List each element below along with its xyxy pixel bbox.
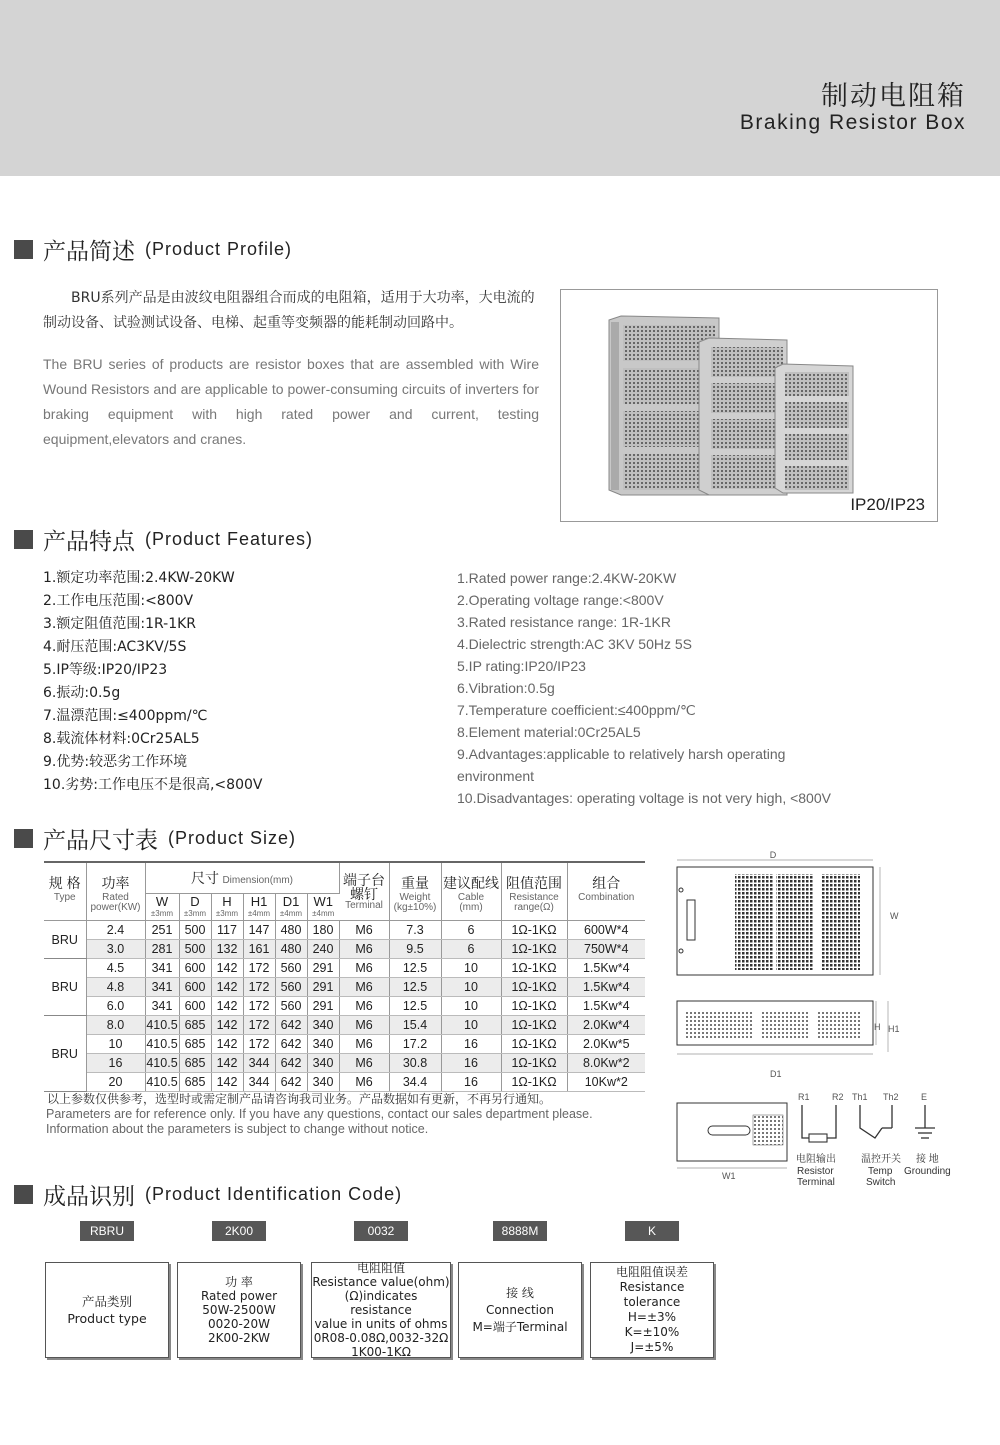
table-cell: 2.4 bbox=[86, 921, 145, 940]
table-cell: 410.5 bbox=[145, 1073, 179, 1092]
table-cell: 4.8 bbox=[86, 978, 145, 997]
table-cell: 410.5 bbox=[145, 1035, 179, 1054]
code-box: 接 线 Connection M=端子Terminal bbox=[458, 1262, 582, 1358]
table-cell: M6 bbox=[339, 1016, 389, 1035]
table-cell: 6.0 bbox=[86, 997, 145, 1016]
code-item-connection bbox=[458, 1221, 582, 1358]
table-cell: 685 bbox=[179, 1073, 211, 1092]
feature-item: 9.优势:较恶劣工作环境 bbox=[43, 754, 188, 770]
label-out-en1: Resistor bbox=[797, 1166, 834, 1177]
dimension-drawing-svg bbox=[670, 848, 980, 1193]
feature-item: 2.工作电压范围:<800V bbox=[43, 593, 194, 609]
feature-item: 6.振动:0.5g bbox=[43, 685, 121, 701]
table-cell: 117 bbox=[211, 921, 243, 940]
code-tag: K bbox=[625, 1221, 679, 1241]
feature-item: 7.Temperature coefficient:≤400ppm/℃ bbox=[457, 702, 696, 718]
label-d1: D1 bbox=[770, 1069, 782, 1079]
table-cell: 16 bbox=[86, 1054, 145, 1073]
table-cell: 340 bbox=[307, 1054, 339, 1073]
table-row bbox=[44, 1035, 645, 1054]
table-cell: 1Ω-1KΩ bbox=[501, 959, 567, 978]
label-out-cn: 电阻输出 bbox=[796, 1154, 836, 1165]
table-cell: 3.0 bbox=[86, 940, 145, 959]
col-d: D ±3mm bbox=[179, 894, 211, 921]
table-row bbox=[44, 1016, 645, 1035]
features-list-en bbox=[457, 567, 877, 809]
label-th2: Th2 bbox=[883, 1092, 899, 1102]
label-r1: R1 bbox=[798, 1092, 810, 1102]
table-cell: 685 bbox=[179, 1035, 211, 1054]
table-cell: 8.0 bbox=[86, 1016, 145, 1035]
table-cell: 560 bbox=[275, 959, 307, 978]
table-cell: 642 bbox=[275, 1054, 307, 1073]
table-cell: 8.0Kw*2 bbox=[567, 1054, 645, 1073]
table-cell: 340 bbox=[307, 1073, 339, 1092]
heading-cn: 成品识别 bbox=[43, 1183, 135, 1210]
feature-item: 8.载流体材料:0Cr25AL5 bbox=[43, 731, 200, 747]
table-cell: 30.8 bbox=[389, 1054, 441, 1073]
label-d: D bbox=[769, 850, 777, 860]
label-e: E bbox=[921, 1092, 928, 1102]
table-cell: 142 bbox=[211, 997, 243, 1016]
square-bullet-icon bbox=[14, 240, 33, 259]
label-w: W bbox=[890, 911, 899, 921]
table-cell: 480 bbox=[275, 940, 307, 959]
mesh-panel bbox=[776, 874, 814, 970]
table-cell: 642 bbox=[275, 1073, 307, 1092]
table-cell: 142 bbox=[211, 1035, 243, 1054]
table-cell: 12.5 bbox=[389, 978, 441, 997]
note-en-line: Information about the parameters is subject to change without notice. bbox=[46, 1122, 429, 1136]
table-cell: 685 bbox=[179, 1054, 211, 1073]
table-cell: 1Ω-1KΩ bbox=[501, 921, 567, 940]
section-code-heading bbox=[14, 1181, 403, 1210]
table-cell: 340 bbox=[307, 1035, 339, 1054]
table-row bbox=[44, 997, 645, 1016]
code-box: 产品类别 Product type bbox=[45, 1262, 169, 1358]
mesh-panel bbox=[822, 874, 860, 970]
table-cell: 560 bbox=[275, 978, 307, 997]
col-h1: H1 ±4mm bbox=[243, 894, 275, 921]
label-out-en2: Terminal bbox=[797, 1177, 835, 1188]
resistor-symbol bbox=[802, 1105, 836, 1138]
feature-item: 10.Disadvantages: operating voltage is not very high, <800V bbox=[457, 790, 831, 806]
col-h: H ±3mm bbox=[211, 894, 243, 921]
table-cell: 172 bbox=[243, 978, 275, 997]
code-box: 电阻阻值误差 Resistance tolerance H=±3% K=±10% J=±5% bbox=[590, 1262, 714, 1358]
table-cell: 142 bbox=[211, 959, 243, 978]
label-th1: Th1 bbox=[852, 1092, 868, 1102]
table-cell: 180 bbox=[307, 921, 339, 940]
section-size-heading bbox=[14, 825, 297, 854]
code-item-resistance bbox=[311, 1221, 451, 1358]
table-cell: 600W*4 bbox=[567, 921, 645, 940]
features-list-cn bbox=[43, 567, 262, 797]
table-cell: 1Ω-1KΩ bbox=[501, 1054, 567, 1073]
table-cell: 1Ω-1KΩ bbox=[501, 978, 567, 997]
table-cell: 291 bbox=[307, 959, 339, 978]
heading-cn: 产品特点 bbox=[43, 528, 135, 555]
col-w1: W1 ±4mm bbox=[312, 894, 335, 918]
heading-cn: 产品简述 bbox=[43, 238, 135, 265]
code-box: 电阻阻值 Resistance value(ohm) (Ω)indicates resistance value in units of ohms 0R08-0.08Ω,0032-32Ω 1K00-1KΩ bbox=[312, 1261, 450, 1359]
heading-en: (Product Profile) bbox=[145, 238, 293, 259]
table-cell: 15.4 bbox=[389, 1016, 441, 1035]
table-cell: M6 bbox=[339, 1035, 389, 1054]
col-d1: D1 ±4mm bbox=[275, 894, 307, 921]
table-cell: 7.3 bbox=[389, 921, 441, 940]
table-cell: 600 bbox=[179, 959, 211, 978]
table-cell: M6 bbox=[339, 997, 389, 1016]
table-cell: 1.5Kw*4 bbox=[567, 978, 645, 997]
table-cell: 480 bbox=[275, 921, 307, 940]
table-cell: M6 bbox=[339, 921, 389, 940]
table-cell: 1Ω-1KΩ bbox=[501, 1073, 567, 1092]
page-title-cn: 制动电阻箱 bbox=[821, 81, 966, 112]
col-w: W ±3mm bbox=[145, 894, 179, 921]
resistor-boxes-illustration bbox=[561, 290, 937, 521]
profile-text-en: The BRU series of products are resistor boxes that are assembled with Wire Wound Resistors and are applicable to power-consuming circuits of inverters for braking equipment with high rated power and current, testing equipment,elevators and cranes. bbox=[43, 356, 539, 447]
code-item-type bbox=[45, 1221, 169, 1358]
heading-en: (Product Features) bbox=[145, 528, 314, 549]
table-cell: 1Ω-1KΩ bbox=[501, 1016, 567, 1035]
table-cell: 9.5 bbox=[389, 940, 441, 959]
label-h1: H1 bbox=[888, 1024, 900, 1034]
table-cell: 2.0Kw*4 bbox=[567, 1016, 645, 1035]
table-row bbox=[44, 940, 645, 959]
feature-item: 8.Element material:0Cr25AL5 bbox=[457, 724, 641, 740]
square-bullet-icon bbox=[14, 829, 33, 848]
table-cell: 750W*4 bbox=[567, 940, 645, 959]
code-item-tolerance bbox=[590, 1221, 714, 1358]
col-dimension: 尺寸 Dimension(mm) bbox=[145, 862, 339, 894]
table-cell: 341 bbox=[145, 978, 179, 997]
table-cell: M6 bbox=[339, 1073, 389, 1092]
table-cell: 600 bbox=[179, 997, 211, 1016]
table-cell: 10 bbox=[441, 959, 501, 978]
table-cell: 240 bbox=[307, 940, 339, 959]
table-cell: 10Kw*2 bbox=[567, 1073, 645, 1092]
table-row bbox=[44, 1054, 645, 1073]
table-cell: 291 bbox=[307, 978, 339, 997]
table-cell: 10 bbox=[441, 978, 501, 997]
label-w1: W1 bbox=[722, 1171, 736, 1181]
ip-rating-caption: IP20/IP23 bbox=[850, 495, 925, 514]
table-cell: 1.5Kw*4 bbox=[567, 997, 645, 1016]
label-temp-en2: Switch bbox=[866, 1177, 896, 1188]
heading-cn: 产品尺寸表 bbox=[43, 827, 158, 854]
label-gnd-en: Grounding bbox=[904, 1166, 951, 1177]
feature-item: 5.IP rating:IP20/IP23 bbox=[457, 658, 586, 674]
col-combination: 组合 Combination bbox=[578, 875, 635, 903]
switch-symbol bbox=[860, 1105, 882, 1138]
col-terminal: 端子台螺钉 Terminal bbox=[339, 862, 389, 921]
table-cell: 147 bbox=[243, 921, 275, 940]
feature-item: 9.Advantages:applicable to relatively harsh operating environment bbox=[457, 746, 786, 784]
type-cell: BRU bbox=[44, 921, 86, 959]
table-cell: 341 bbox=[145, 959, 179, 978]
table-cell: M6 bbox=[339, 959, 389, 978]
table-cell: 1Ω-1KΩ bbox=[501, 997, 567, 1016]
feature-item: 2.Operating voltage range:<800V bbox=[457, 592, 664, 608]
code-tag: 2K00 bbox=[212, 1221, 266, 1241]
table-cell: 20 bbox=[86, 1073, 145, 1092]
note-en bbox=[46, 1107, 593, 1137]
table-cell: 1Ω-1KΩ bbox=[501, 940, 567, 959]
label-h: H bbox=[874, 1022, 881, 1032]
table-cell: 16 bbox=[441, 1054, 501, 1073]
table-cell: 10 bbox=[441, 1016, 501, 1035]
table-cell: 12.5 bbox=[389, 959, 441, 978]
feature-item: 7.温漂范围:≤400ppm/℃ bbox=[43, 708, 208, 724]
table-row bbox=[44, 959, 645, 978]
note-cn: 以上参数仅供参考，选型时或需定制产品请咨询我司业务。产品数据如有更新，不再另行通知。 bbox=[47, 1092, 552, 1106]
type-cell: BRU bbox=[44, 1016, 86, 1092]
table-cell: 642 bbox=[275, 1035, 307, 1054]
table-cell: 17.2 bbox=[389, 1035, 441, 1054]
table-cell: 1.5Kw*4 bbox=[567, 959, 645, 978]
col-cable: 建议配线 Cable (mm) bbox=[441, 862, 501, 921]
table-cell: M6 bbox=[339, 940, 389, 959]
table-cell: 291 bbox=[307, 997, 339, 1016]
mesh-panel bbox=[735, 874, 773, 970]
table-cell: 161 bbox=[243, 940, 275, 959]
col-power: 功率 Rated power(KW) bbox=[86, 862, 145, 921]
table-cell: 344 bbox=[243, 1054, 275, 1073]
table-cell: 2.0Kw*5 bbox=[567, 1035, 645, 1054]
table-cell: 642 bbox=[275, 1016, 307, 1035]
feature-item: 3.额定阻值范围:1R-1KR bbox=[43, 616, 197, 632]
col-resistance: 阻值范围 Resistance range(Ω) bbox=[501, 862, 567, 921]
table-cell: 142 bbox=[211, 1054, 243, 1073]
table-cell: 600 bbox=[179, 978, 211, 997]
table-cell: 1Ω-1KΩ bbox=[501, 1035, 567, 1054]
col-weight: 重量 Weight (kg±10%) bbox=[389, 862, 441, 921]
product-photo bbox=[560, 289, 938, 522]
table-cell: 142 bbox=[211, 978, 243, 997]
heading-en: (Product Identification Code) bbox=[145, 1183, 403, 1204]
square-bullet-icon bbox=[14, 1185, 33, 1204]
table-cell: 281 bbox=[145, 940, 179, 959]
label-gnd-cn: 接 地 bbox=[916, 1154, 939, 1165]
table-row bbox=[44, 921, 645, 940]
table-cell: 340 bbox=[307, 1016, 339, 1035]
table-cell: 142 bbox=[211, 1016, 243, 1035]
table-cell: 172 bbox=[243, 997, 275, 1016]
table-cell: 132 bbox=[211, 940, 243, 959]
table-cell: 172 bbox=[243, 1035, 275, 1054]
table-cell: 251 bbox=[145, 921, 179, 940]
section-profile-heading bbox=[14, 236, 293, 265]
table-cell: 410.5 bbox=[145, 1054, 179, 1073]
feature-item: 5.IP等级:IP20/IP23 bbox=[43, 662, 168, 678]
code-tag: 8888M bbox=[493, 1221, 547, 1241]
dimension-drawings bbox=[670, 848, 980, 1193]
table-cell: 560 bbox=[275, 997, 307, 1016]
table-cell: M6 bbox=[339, 978, 389, 997]
table-cell: 344 bbox=[243, 1073, 275, 1092]
code-box: 功 率 Rated power 50W-2500W 0020-20W 2K00-2KW bbox=[177, 1262, 301, 1358]
code-tag: RBRU bbox=[80, 1221, 134, 1241]
note-en-line: Parameters are for reference only. If you have any questions, contact our sales department please. bbox=[46, 1107, 593, 1121]
type-cell: BRU bbox=[44, 959, 86, 1016]
section-features-heading bbox=[14, 526, 314, 555]
label-temp-cn: 温控开关 bbox=[861, 1154, 901, 1165]
table-cell: 34.4 bbox=[389, 1073, 441, 1092]
code-tag: 0032 bbox=[354, 1221, 408, 1241]
label-temp-en1: Temp bbox=[868, 1166, 893, 1177]
table-row bbox=[44, 1073, 645, 1092]
table-row bbox=[44, 978, 645, 997]
table-cell: 12.5 bbox=[389, 997, 441, 1016]
page-title-en: Braking Resistor Box bbox=[739, 111, 966, 134]
table-cell: 341 bbox=[145, 997, 179, 1016]
col-type: 规 格 Type bbox=[44, 862, 86, 921]
table-cell: 16 bbox=[441, 1073, 501, 1092]
table-cell: 10 bbox=[86, 1035, 145, 1054]
code-item-power bbox=[177, 1221, 301, 1358]
table-cell: 685 bbox=[179, 1016, 211, 1035]
feature-item: 1.额定功率范围:2.4KW-20KW bbox=[43, 570, 235, 586]
label-r2: R2 bbox=[832, 1092, 844, 1102]
feature-item: 10.劣势:工作电压不是很高,<800V bbox=[43, 777, 263, 793]
table-cell: 16 bbox=[441, 1035, 501, 1054]
table-cell: 172 bbox=[243, 1016, 275, 1035]
table-cell: 6 bbox=[441, 921, 501, 940]
heading-en: (Product Size) bbox=[168, 827, 297, 848]
feature-item: 4.Dielectric strength:AC 3KV 50Hz 5S bbox=[457, 636, 692, 652]
table-cell: 10 bbox=[441, 997, 501, 1016]
table-cell: M6 bbox=[339, 1054, 389, 1073]
feature-item: 3.Rated resistance range: 1R-1KR bbox=[457, 614, 671, 630]
table-cell: 142 bbox=[211, 1073, 243, 1092]
size-table bbox=[44, 861, 645, 1092]
table-cell: 6 bbox=[441, 940, 501, 959]
table-cell: 172 bbox=[243, 959, 275, 978]
size-table-body bbox=[44, 921, 645, 1092]
table-cell: 500 bbox=[179, 921, 211, 940]
feature-item: 1.Rated power range:2.4KW-20KW bbox=[457, 570, 677, 586]
table-cell: 4.5 bbox=[86, 959, 145, 978]
feature-item: 6.Vibration:0.5g bbox=[457, 680, 555, 696]
square-bullet-icon bbox=[14, 530, 33, 549]
terminal-window bbox=[687, 900, 695, 940]
table-cell: 500 bbox=[179, 940, 211, 959]
profile-text-cn: BRU系列产品是由波纹电阻器组合而成的电阻箱，适用于大功率，大电流的制动设备、试验测试设备、电梯、起重等变频器的能耗制动回路中。 bbox=[43, 290, 535, 331]
feature-item: 4.耐压范围:AC3KV/5S bbox=[43, 639, 187, 655]
table-cell: 410.5 bbox=[145, 1016, 179, 1035]
